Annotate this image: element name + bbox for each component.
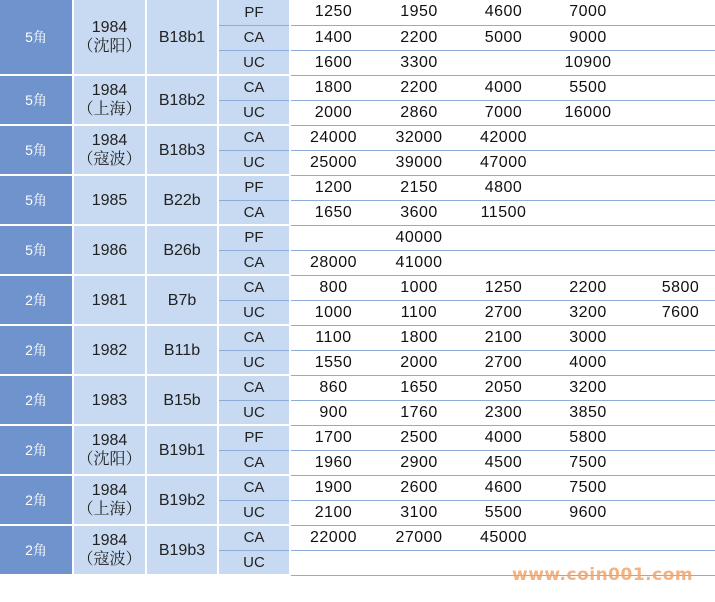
price-cell: 4800 <box>462 175 545 200</box>
table-row <box>0 125 715 150</box>
denomination-cell: 5角 <box>0 175 73 225</box>
price-cell: 5000 <box>462 25 545 50</box>
price-cell: 3000 <box>545 325 631 350</box>
price-cell: 1600 <box>290 50 376 75</box>
table-row <box>0 475 715 500</box>
price-cell: 1650 <box>290 200 376 225</box>
catalog-code-cell: B26b <box>146 225 218 275</box>
denomination-cell: 2角 <box>0 525 73 575</box>
price-cell: 39000 <box>376 150 462 175</box>
price-cell <box>631 200 715 225</box>
price-cell <box>631 100 715 125</box>
price-cell <box>631 250 715 275</box>
year-text: 1984 <box>91 82 128 99</box>
price-cell <box>290 225 376 250</box>
price-cell <box>631 475 715 500</box>
year-cell <box>73 175 146 225</box>
price-cell: 4600 <box>462 0 545 25</box>
price-cell: 4000 <box>462 425 545 450</box>
price-cell: 1000 <box>290 300 376 325</box>
price-cell: 1960 <box>290 450 376 475</box>
year-text: 1984 <box>91 432 128 449</box>
price-cell: 1100 <box>376 300 462 325</box>
price-cell: 10900 <box>545 50 631 75</box>
price-cell <box>545 525 631 550</box>
grade-cell: UC <box>218 100 290 125</box>
catalog-code-cell: B18b1 <box>146 0 218 75</box>
price-cell: 2900 <box>376 450 462 475</box>
grade-cell: CA <box>218 25 290 50</box>
catalog-code-cell: B19b1 <box>146 425 218 475</box>
price-cell: 3300 <box>376 50 462 75</box>
price-cell: 2100 <box>290 500 376 525</box>
price-cell: 2000 <box>290 100 376 125</box>
denomination-cell: 2角 <box>0 425 73 475</box>
grade-cell: UC <box>218 150 290 175</box>
price-cell: 2200 <box>376 75 462 100</box>
price-cell: 45000 <box>462 525 545 550</box>
price-cell: 7000 <box>545 0 631 25</box>
price-cell: 1100 <box>290 325 376 350</box>
denomination-cell: 2角 <box>0 275 73 325</box>
mint-text: （寇波） <box>77 551 142 568</box>
price-cell <box>631 150 715 175</box>
grade-cell: CA <box>218 75 290 100</box>
price-cell: 2150 <box>376 175 462 200</box>
catalog-code-cell: B18b3 <box>146 125 218 175</box>
price-cell <box>545 175 631 200</box>
grade-cell: PF <box>218 175 290 200</box>
price-cell: 42000 <box>462 125 545 150</box>
catalog-code-cell: B7b <box>146 275 218 325</box>
price-cell: 2700 <box>462 350 545 375</box>
price-cell <box>631 500 715 525</box>
grade-cell: PF <box>218 225 290 250</box>
denomination-cell: 2角 <box>0 475 73 525</box>
price-cell: 22000 <box>290 525 376 550</box>
table-row <box>0 0 715 25</box>
price-cell: 2000 <box>376 350 462 375</box>
price-cell: 1760 <box>376 400 462 425</box>
price-cell: 5500 <box>545 75 631 100</box>
price-cell <box>631 175 715 200</box>
price-cell: 28000 <box>290 250 376 275</box>
denomination-cell: 2角 <box>0 325 73 375</box>
mint-text: （上海） <box>77 501 142 518</box>
price-cell: 47000 <box>462 150 545 175</box>
price-cell: 5500 <box>462 500 545 525</box>
price-cell <box>545 225 631 250</box>
year-text: 1986 <box>91 241 128 259</box>
price-cell <box>631 50 715 75</box>
year-cell <box>73 475 146 525</box>
price-cell: 4600 <box>462 475 545 500</box>
price-cell: 2200 <box>545 275 631 300</box>
year-text: 1982 <box>91 341 128 359</box>
grade-cell: CA <box>218 200 290 225</box>
price-cell <box>631 425 715 450</box>
watermark: www.coin001.com <box>512 565 694 585</box>
price-cell: 7500 <box>545 450 631 475</box>
price-cell <box>631 375 715 400</box>
price-cell: 7600 <box>631 300 715 325</box>
price-cell: 1900 <box>290 475 376 500</box>
price-cell <box>545 125 631 150</box>
year-text: 1984 <box>91 19 128 36</box>
denomination-cell: 5角 <box>0 75 73 125</box>
mint-text: （沈阳） <box>77 38 142 55</box>
price-cell: 860 <box>290 375 376 400</box>
grade-cell: CA <box>218 325 290 350</box>
denomination-cell: 5角 <box>0 125 73 175</box>
price-cell: 1000 <box>376 275 462 300</box>
price-cell: 2700 <box>462 300 545 325</box>
catalog-code-cell: B22b <box>146 175 218 225</box>
price-cell: 24000 <box>290 125 376 150</box>
price-cell: 40000 <box>376 225 462 250</box>
table-row <box>0 75 715 100</box>
catalog-code-cell: B11b <box>146 325 218 375</box>
price-cell <box>631 225 715 250</box>
price-cell <box>462 225 545 250</box>
price-cell <box>631 450 715 475</box>
price-cell <box>631 125 715 150</box>
price-cell: 1800 <box>376 325 462 350</box>
price-cell <box>631 400 715 425</box>
price-cell: 25000 <box>290 150 376 175</box>
price-cell: 16000 <box>545 100 631 125</box>
price-cell <box>545 150 631 175</box>
price-cell: 3850 <box>545 400 631 425</box>
grade-cell: UC <box>218 500 290 525</box>
year-cell <box>73 225 146 275</box>
grade-cell: PF <box>218 425 290 450</box>
grade-cell: UC <box>218 350 290 375</box>
grade-cell: CA <box>218 450 290 475</box>
price-cell <box>462 50 545 75</box>
year-cell <box>73 425 146 475</box>
price-cell: 3200 <box>545 300 631 325</box>
grade-cell: CA <box>218 375 290 400</box>
price-cell: 2860 <box>376 100 462 125</box>
price-cell <box>631 525 715 550</box>
price-cell: 5800 <box>545 425 631 450</box>
grade-cell: CA <box>218 525 290 550</box>
price-cell: 3200 <box>545 375 631 400</box>
grade-cell: UC <box>218 550 290 575</box>
year-text: 1981 <box>91 291 128 309</box>
table-row <box>0 375 715 400</box>
denomination-cell: 5角 <box>0 225 73 275</box>
price-cell: 1400 <box>290 25 376 50</box>
grade-cell: CA <box>218 475 290 500</box>
year-cell <box>73 325 146 375</box>
price-cell <box>631 350 715 375</box>
price-cell: 1800 <box>290 75 376 100</box>
grade-cell: UC <box>218 50 290 75</box>
price-cell <box>631 75 715 100</box>
price-cell: 4000 <box>545 350 631 375</box>
price-cell <box>462 250 545 275</box>
price-cell: 1950 <box>376 0 462 25</box>
mint-text: （寇波） <box>77 151 142 168</box>
table-row <box>0 225 715 250</box>
price-cell <box>376 550 462 575</box>
table-row <box>0 325 715 350</box>
price-cell: 2100 <box>462 325 545 350</box>
price-cell: 1200 <box>290 175 376 200</box>
price-cell: 7500 <box>545 475 631 500</box>
price-cell: 5800 <box>631 275 715 300</box>
price-cell <box>631 325 715 350</box>
price-cell: 1700 <box>290 425 376 450</box>
price-cell: 11500 <box>462 200 545 225</box>
table-row <box>0 175 715 200</box>
mint-text: （上海） <box>77 101 142 118</box>
price-cell: 41000 <box>376 250 462 275</box>
price-cell <box>631 25 715 50</box>
year-cell <box>73 275 146 325</box>
year-cell <box>73 75 146 125</box>
mint-text: （沈阳） <box>77 451 142 468</box>
price-cell: 2300 <box>462 400 545 425</box>
table-row <box>0 425 715 450</box>
price-cell <box>631 0 715 25</box>
grade-cell: UC <box>218 300 290 325</box>
price-cell: 1250 <box>290 0 376 25</box>
denomination-cell: 5角 <box>0 0 73 75</box>
table-row <box>0 275 715 300</box>
year-text: 1984 <box>91 482 128 499</box>
grade-cell: UC <box>218 400 290 425</box>
year-text: 1984 <box>91 532 128 549</box>
catalog-code-cell: B19b2 <box>146 475 218 525</box>
price-cell: 4500 <box>462 450 545 475</box>
price-cell: 2050 <box>462 375 545 400</box>
price-cell: 27000 <box>376 525 462 550</box>
price-cell <box>545 200 631 225</box>
catalog-code-cell: B15b <box>146 375 218 425</box>
price-cell: 2600 <box>376 475 462 500</box>
price-cell: 900 <box>290 400 376 425</box>
price-cell: 3600 <box>376 200 462 225</box>
year-text: 1984 <box>91 132 128 149</box>
grade-cell: PF <box>218 0 290 25</box>
price-cell: 2200 <box>376 25 462 50</box>
grade-cell: CA <box>218 250 290 275</box>
year-cell <box>73 525 146 575</box>
price-cell: 9600 <box>545 500 631 525</box>
price-cell <box>545 250 631 275</box>
price-cell: 1250 <box>462 275 545 300</box>
table-row <box>0 525 715 550</box>
catalog-code-cell: B18b2 <box>146 75 218 125</box>
price-cell: 1650 <box>376 375 462 400</box>
price-cell: 32000 <box>376 125 462 150</box>
denomination-cell: 2角 <box>0 375 73 425</box>
year-text: 1983 <box>91 391 128 409</box>
year-cell <box>73 0 146 75</box>
price-cell <box>290 550 376 575</box>
year-cell <box>73 375 146 425</box>
price-cell: 7000 <box>462 100 545 125</box>
price-cell: 4000 <box>462 75 545 100</box>
price-cell: 2500 <box>376 425 462 450</box>
price-cell: 800 <box>290 275 376 300</box>
price-cell: 3100 <box>376 500 462 525</box>
year-cell <box>73 125 146 175</box>
price-cell: 9000 <box>545 25 631 50</box>
catalog-code-cell: B19b3 <box>146 525 218 575</box>
grade-cell: CA <box>218 125 290 150</box>
grade-cell: CA <box>218 275 290 300</box>
year-text: 1985 <box>91 191 128 209</box>
price-cell: 1550 <box>290 350 376 375</box>
